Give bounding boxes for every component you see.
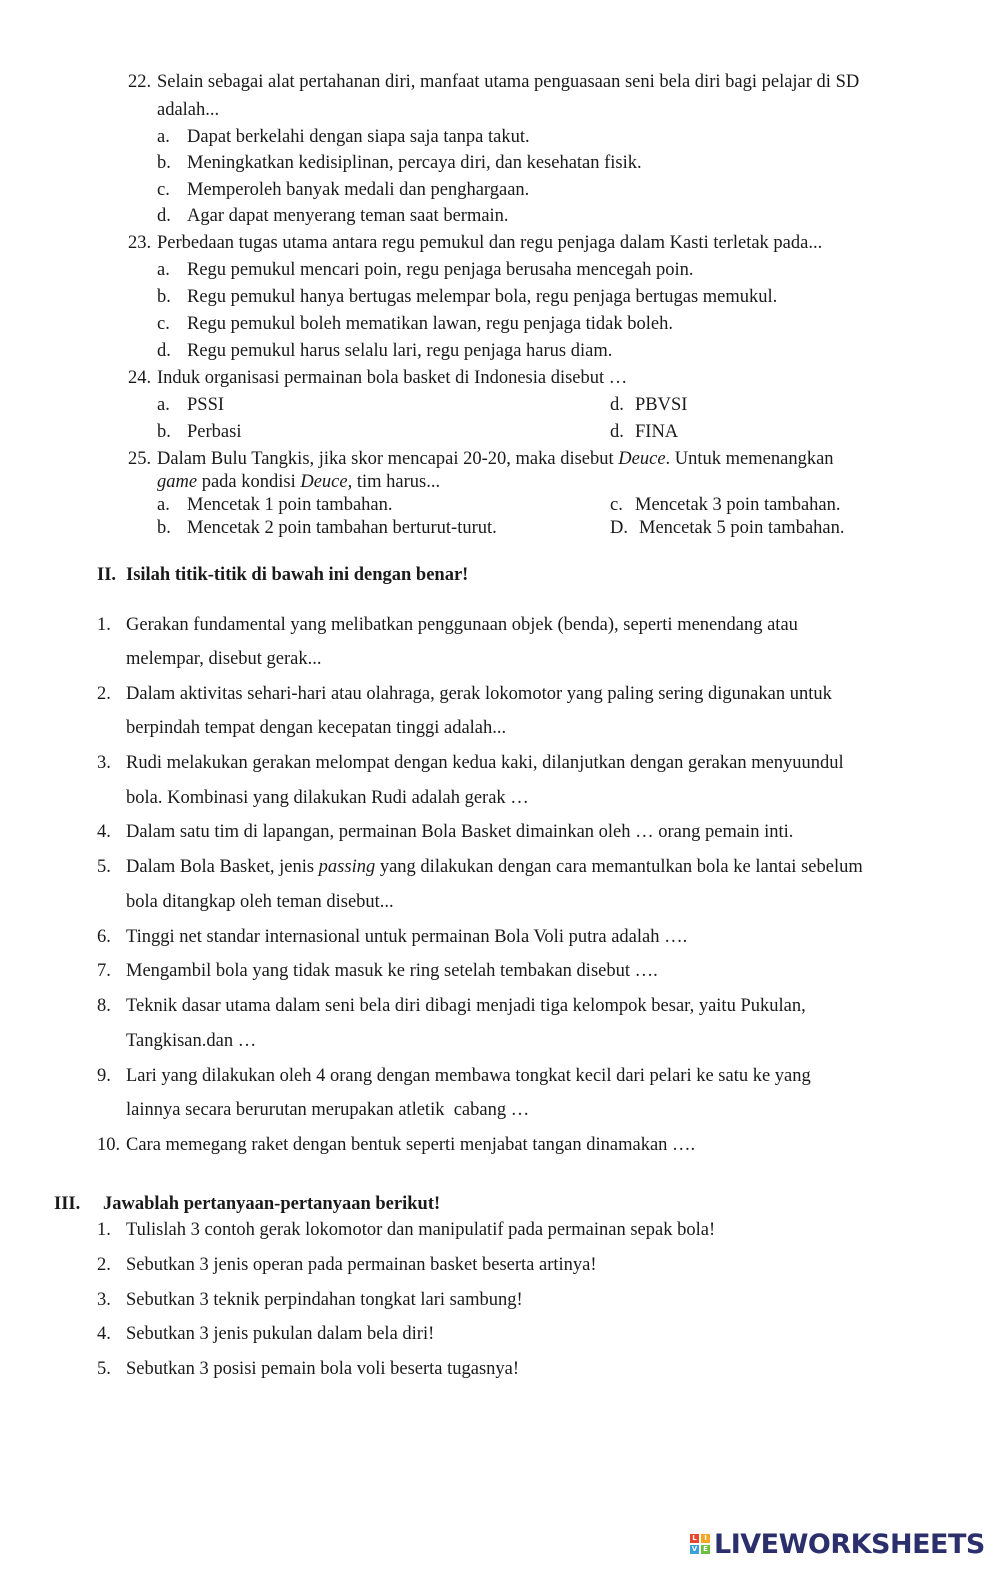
option-text: Regu pemukul boleh mematikan lawan, regu penjaga tidak boleh. bbox=[187, 314, 673, 334]
option-text: Mencetak 1 poin tambahan. bbox=[187, 495, 393, 515]
option-letter: d. bbox=[157, 206, 171, 226]
item-text: berpindah tempat dengan kecepatan tinggi adalah... bbox=[126, 718, 507, 738]
item-text: Dalam Bola Basket, jenis passing yang dilakukan dengan cara memantulkan bola ke lantai sebelum bbox=[126, 857, 863, 877]
item-text: Tangkisan.dan … bbox=[126, 1031, 257, 1051]
logo-wordmark: LIVEWORKSHEETS bbox=[714, 1528, 985, 1560]
item-text: Sebutkan 3 posisi pemain bola voli beserta tugasnya! bbox=[126, 1359, 520, 1379]
item-text: Sebutkan 3 jenis pukulan dalam bela diri! bbox=[126, 1324, 435, 1344]
item-text: Sebutkan 3 teknik perpindahan tongkat lari sambung! bbox=[126, 1290, 523, 1310]
item-number: 1. bbox=[97, 615, 111, 635]
option-text: Mencetak 5 poin tambahan. bbox=[639, 518, 845, 538]
option-letter: a. bbox=[157, 395, 170, 415]
item-number: 5. bbox=[97, 857, 111, 877]
option-letter: D. bbox=[610, 518, 628, 538]
item-number: 2. bbox=[97, 684, 111, 704]
item-number: 2. bbox=[97, 1255, 111, 1275]
item-text: melempar, disebut gerak... bbox=[126, 649, 322, 669]
option-text: Regu pemukul mencari poin, regu penjaga berusaha mencegah poin. bbox=[187, 260, 694, 280]
item-text: Lari yang dilakukan oleh 4 orang dengan membawa tongkat kecil dari pelari ke satu ke yang bbox=[126, 1066, 811, 1086]
option-text: Perbasi bbox=[187, 422, 242, 442]
item-number: 4. bbox=[97, 1324, 111, 1344]
item-number: 1. bbox=[97, 1220, 111, 1240]
section-title: Jawablah pertanyaan-pertanyaan berikut! bbox=[103, 1194, 441, 1214]
option-letter: c. bbox=[157, 180, 170, 200]
option-text: Mencetak 3 poin tambahan. bbox=[635, 495, 841, 515]
item-number: 5. bbox=[97, 1359, 111, 1379]
item-text: Gerakan fundamental yang melibatkan penggunaan objek (benda), seperti menendang atau bbox=[126, 615, 798, 635]
question-text: adalah... bbox=[157, 100, 220, 120]
item-number: 9. bbox=[97, 1066, 111, 1086]
option-text: PSSI bbox=[187, 395, 225, 415]
item-text: bola ditangkap oleh teman disebut... bbox=[126, 892, 394, 912]
section-numeral: II. bbox=[97, 565, 117, 585]
item-number: 6. bbox=[97, 927, 111, 947]
option-letter: c. bbox=[610, 495, 623, 515]
item-text: Teknik dasar utama dalam seni bela diri dibagi menjadi tiga kelompok besar, yaitu Pukulan, bbox=[126, 996, 806, 1016]
logo-tile: I bbox=[701, 1534, 710, 1543]
question-number: 23. bbox=[128, 233, 152, 253]
question-text: Dalam Bulu Tangkis, jika skor mencapai 20-20, maka disebut Deuce. Untuk memenangkan bbox=[157, 449, 834, 469]
item-text: Mengambil bola yang tidak masuk ke ring setelah tembakan disebut …. bbox=[126, 961, 658, 981]
option-text: Meningkatkan kedisiplinan, percaya diri, dan kesehatan fisik. bbox=[187, 153, 642, 173]
option-text: PBVSI bbox=[635, 395, 688, 415]
item-number: 4. bbox=[97, 822, 111, 842]
item-text: bola. Kombinasi yang dilakukan Rudi adalah gerak … bbox=[126, 788, 529, 808]
option-letter: b. bbox=[157, 422, 171, 442]
item-number: 3. bbox=[97, 1290, 111, 1310]
option-text: Memperoleh banyak medali dan penghargaan. bbox=[187, 180, 530, 200]
question-number: 22. bbox=[128, 72, 152, 92]
item-number: 10. bbox=[97, 1135, 121, 1155]
item-text: lainnya secara berurutan merupakan atletik cabang … bbox=[126, 1100, 530, 1120]
option-letter: d. bbox=[610, 422, 624, 442]
logo-tile: E bbox=[701, 1545, 710, 1554]
item-text: Dalam satu tim di lapangan, permainan Bola Basket dimainkan oleh … orang pemain inti. bbox=[126, 822, 794, 842]
liveworksheets-logo bbox=[690, 1527, 985, 1561]
question-number: 25. bbox=[128, 449, 152, 469]
option-text: Agar dapat menyerang teman saat bermain. bbox=[187, 206, 509, 226]
question-number: 24. bbox=[128, 368, 152, 388]
option-text: Regu pemukul harus selalu lari, regu penjaga harus diam. bbox=[187, 341, 613, 361]
option-letter: a. bbox=[157, 260, 170, 280]
question-text: Selain sebagai alat pertahanan diri, manfaat utama penguasaan seni bela diri bagi pelajar di SD bbox=[157, 72, 860, 92]
option-text: Dapat berkelahi dengan siapa saja tanpa takut. bbox=[187, 127, 530, 147]
option-letter: a. bbox=[157, 495, 170, 515]
item-number: 7. bbox=[97, 961, 111, 981]
item-text: Tulislah 3 contoh gerak lokomotor dan manipulatif pada permainan sepak bola! bbox=[126, 1220, 716, 1240]
option-letter: d. bbox=[610, 395, 624, 415]
option-letter: b. bbox=[157, 153, 171, 173]
item-text: Dalam aktivitas sehari-hari atau olahraga, gerak lokomotor yang paling sering digunakan untuk bbox=[126, 684, 832, 704]
item-text: Sebutkan 3 jenis operan pada permainan basket beserta artinya! bbox=[126, 1255, 597, 1275]
section-title: Isilah titik-titik di bawah ini dengan benar! bbox=[126, 565, 469, 585]
item-text: Cara memegang raket dengan bentuk seperti menjabat tangan dinamakan …. bbox=[126, 1135, 696, 1155]
item-text: Rudi melakukan gerakan melompat dengan kedua kaki, dilanjutkan dengan gerakan menyuundul bbox=[126, 753, 844, 773]
question-text: Induk organisasi permainan bola basket di Indonesia disebut … bbox=[157, 368, 628, 388]
logo-grid-icon bbox=[690, 1534, 710, 1554]
option-text: Mencetak 2 poin tambahan berturut-turut. bbox=[187, 518, 497, 538]
option-letter: d. bbox=[157, 341, 171, 361]
option-text: FINA bbox=[635, 422, 679, 442]
option-letter: b. bbox=[157, 518, 171, 538]
logo-tile: L bbox=[690, 1534, 699, 1543]
option-letter: c. bbox=[157, 314, 170, 334]
section-numeral: III. bbox=[54, 1194, 81, 1214]
option-letter: a. bbox=[157, 127, 170, 147]
item-number: 3. bbox=[97, 753, 111, 773]
option-letter: b. bbox=[157, 287, 171, 307]
item-text: Tinggi net standar internasional untuk permainan Bola Voli putra adalah …. bbox=[126, 927, 688, 947]
question-text: Perbedaan tugas utama antara regu pemukul dan regu penjaga dalam Kasti terletak pada... bbox=[157, 233, 823, 253]
item-number: 8. bbox=[97, 996, 111, 1016]
logo-tile: V bbox=[691, 1545, 698, 1553]
question-text: game pada kondisi Deuce, tim harus... bbox=[157, 472, 441, 492]
option-text: Regu pemukul hanya bertugas melempar bola, regu penjaga bertugas memukul. bbox=[187, 287, 778, 307]
